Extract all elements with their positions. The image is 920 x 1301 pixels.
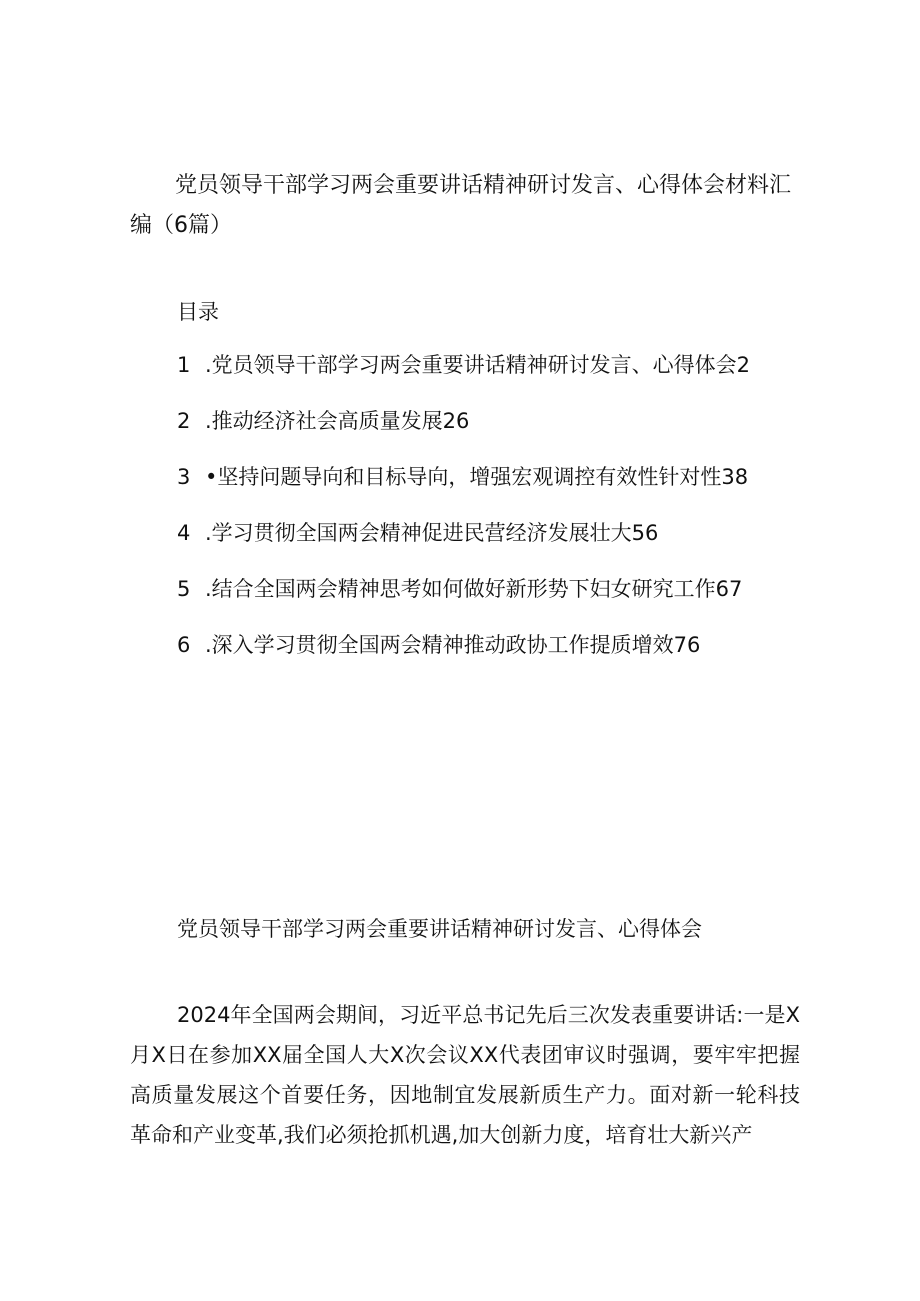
toc-item-1[interactable]: [177, 350, 750, 406]
toc-item-number: 5: [177, 577, 191, 601]
toc-item-2[interactable]: [177, 406, 750, 462]
toc-item-text: .结合全国两会精神思考如何做好新形势下妇女研究工作67: [205, 577, 743, 601]
toc-item-6[interactable]: [177, 630, 750, 686]
toc-item-text: •坚持问题导向和目标导向，增强宏观调控有效性针对性38: [205, 465, 749, 489]
toc-item-4[interactable]: [177, 518, 750, 574]
toc-item-number: 2: [177, 409, 191, 433]
toc-heading: 目录: [177, 300, 219, 324]
section-title: 党员领导干部学习两会重要讲话精神研讨发言、心得体会: [177, 917, 702, 941]
toc-item-number: 3: [177, 465, 191, 489]
toc-item-text: .深入学习贯彻全国两会精神推动政协工作提质增效76: [205, 633, 701, 657]
toc-item-3[interactable]: [177, 462, 750, 518]
toc-item-number: 1: [177, 353, 191, 377]
toc-item-text: .学习贯彻全国两会精神促进民营经济发展壮大56: [205, 521, 659, 545]
document-title: 党员领导干部学习两会重要讲话精神研讨发言、心得体会材料汇编（6篇）: [130, 173, 792, 238]
toc-item-text: .党员领导干部学习两会重要讲话精神研讨发言、心得体会2: [205, 353, 751, 377]
toc-item-text: .推动经济社会高质量发展26: [205, 409, 470, 433]
toc-item-number: 6: [177, 633, 191, 657]
body-paragraph: 2024年全国两会期间，习近平总书记先后三次发表重要讲话:一是X月X日在参加XX届全国人大X次会议XX代表团审议时强调，要牢牢把握高质量发展这个首要任务，因地制宜发展新质生产力。面对新一轮科技革命和产业变革,我们必须抢抓机遇,加大创新力度，培育壮大新兴产: [130, 1003, 800, 1147]
toc-item-5[interactable]: [177, 574, 750, 630]
toc-item-number: 4: [177, 521, 191, 545]
toc-list: [177, 350, 750, 686]
